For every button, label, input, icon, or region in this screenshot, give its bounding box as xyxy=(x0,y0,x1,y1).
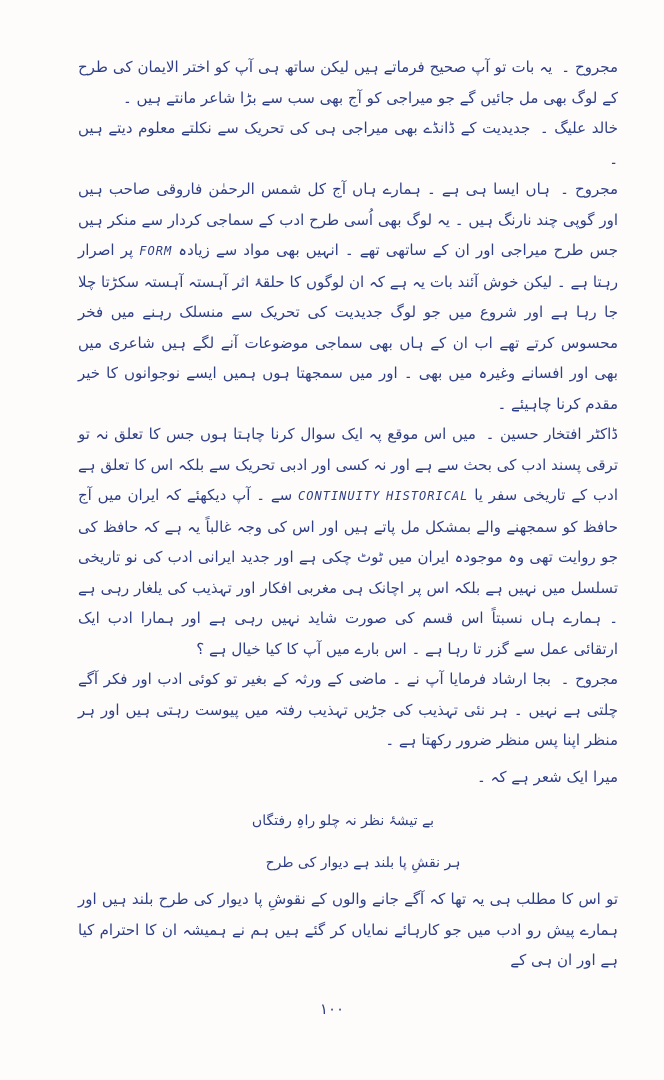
speaker-name: ڈاکٹر افتخار حسین ۔ xyxy=(485,425,618,443)
paragraph-3 xyxy=(78,174,618,419)
latin-term: HISTORICAL xyxy=(386,489,469,503)
page-body xyxy=(78,52,618,976)
speaker-name: مجروح ۔ xyxy=(560,670,618,688)
paragraph-4 xyxy=(78,419,618,664)
paragraph-2 xyxy=(78,113,618,174)
paragraph-text-part: سے ۔ آپ دیکھئے کہ ایران میں آج حافظ کو سمجھنے والے بمشکل مل پاتے ہیں اور اس کی وجہ غالباً یہ ہے کہ حافظ کی جو روایت تھی وہ موجودہ ایران میں ٹوٹ چکی ہے اور جدید ایرانی ادب کی نو تاریخی تسلسل میں نہیں ہے بلکہ اس پر اچانک ہی مغربی افکار اور تہذیب کی یلغار رہی ہے ۔ ہمارے ہاں نسبتاً اس قسم کی صورت شاید نہیں رہی ہے اور ہمارا ادب ایک ارتقائی عمل سے گزر تا رہا ہے ۔ اس بارے میں آپ کا کیا خیال ہے ؟ xyxy=(78,486,618,658)
verse-couplet xyxy=(78,800,618,884)
verse-line-1: بے تیشۂ نظر نہ چلو راہِ رفتگاں xyxy=(251,813,435,829)
latin-term: CONTINUITY xyxy=(298,489,381,503)
latin-term: FORM xyxy=(139,244,173,258)
paragraph-text-part: ہاں ایسا ہی ہے ۔ ہمارے ہاں آج کل شمس الرحمٰن فاروقی صاحب ہیں اور گوپی چند نارنگ ہیں ۔ یہ لوگ بھی اُسی طرح ادب کے سماجی کردار سے منکر ہیں جس طرح میراجی اور ان کے ساتھی تھے ۔ انہیں بھی مواد سے زیادہ xyxy=(78,180,618,259)
page-number: ١٠٠ xyxy=(319,1000,345,1018)
paragraph-text-part: پر اصرار رہتا ہے ۔ لیکن خوش آئند بات یہ ہے کہ ان لوگوں کا حلقۂ اثر آہستہ آہستہ سکڑتا چلا جا رہا ہے اور شروع میں جو لوگ جدیدیت کی تحریک سے منسلک رہنے میں فخر محسوس کرتے تھے اب ان کے ہاں بھی سماجی موضوعات آنے لگے ہیں شاعری میں بھی اور افسانے وغیرہ میں بھی ۔ اور میں سمجھتا ہوں ہمیں ایسے نوجوانوں کا خیر مقدم کرنا چاہیئے ۔ xyxy=(78,241,618,413)
verse-line-2: ہر نقشِ پا بلند ہے دیوار کی طرح xyxy=(265,855,461,871)
paragraph-text: بجا ارشاد فرمایا آپ نے ۔ ماضی کے ورثہ کے بغیر تو کوئی ادب اور فکر آگے چلتی ہے نہیں ۔ ہر نئی تہذیب کی جڑیں تہذیب رفتہ میں پیوست رہتی ہیں اور ہر منظر اپنا پس منظر ضرور رکھتا ہے ۔ xyxy=(78,670,618,749)
paragraph-text: یہ بات تو آپ صحیح فرماتے ہیں لیکن ساتھ ہی آپ کو اختر الایمان کی طرح کے لوگ بھی مل جائیں گے جو میراجی کو آج بھی سب سے بڑا شاعر مانتے ہیں ۔ xyxy=(78,58,618,107)
speaker-name: مجروح ۔ xyxy=(560,180,618,198)
paragraph-text: جدیدیت کے ڈانڈے بھی میراجی ہی کی تحریک سے نکلتے معلوم دیتے ہیں ۔ xyxy=(78,119,618,168)
closing-paragraph: تو اس کا مطلب ہی یہ تھا کہ آگے جانے والوں کے نقوشِ پا دیوار کی طرح بلند ہیں اور ہمارے پیش رو ادب میں جو کارہائے نمایاں کر گئے ہیں ہم نے ہمیشہ ان کا احترام کیا ہے اور ان ہی کے xyxy=(78,890,618,969)
paragraph-1 xyxy=(78,52,618,113)
speaker-name: مجروح ۔ xyxy=(561,58,618,76)
paragraph-text-part: میں اس موقع پہ ایک سوال کرنا چاہتا ہوں جس کا تعلق نہ تو ترقی پسند ادب کی بحث سے ہے اور نہ کسی اور ادبی تحریک سے بلکہ اس کا تعلق ہے ادب کے تاریخی سفر یا xyxy=(78,425,618,504)
speaker-name: خالد علیگ ۔ xyxy=(539,119,618,137)
verse-intro: میرا ایک شعر ہے کہ ۔ xyxy=(477,767,618,786)
paragraph-5 xyxy=(78,664,618,756)
